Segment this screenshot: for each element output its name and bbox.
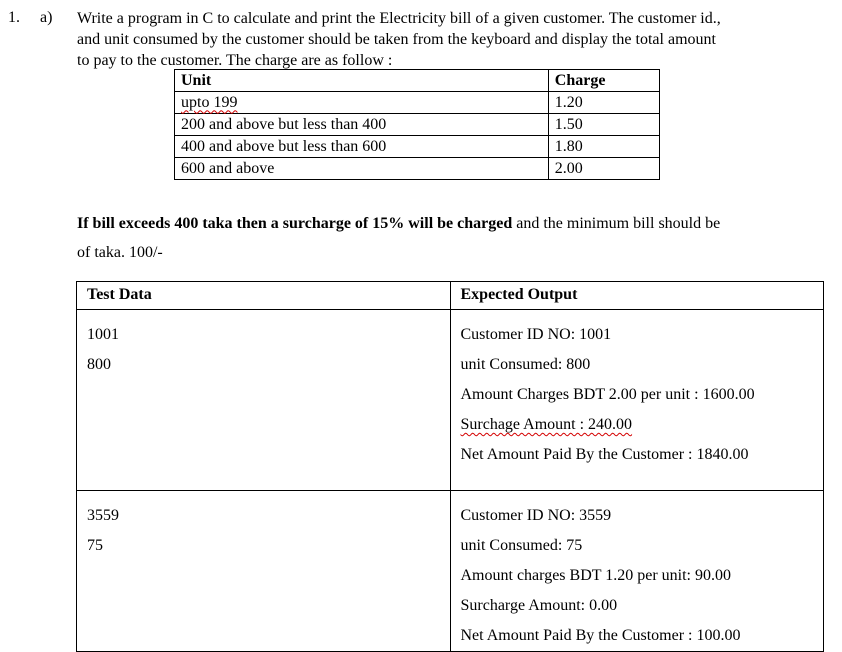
charge-value-cell: 2.00: [548, 158, 659, 180]
charge-table: [174, 69, 660, 180]
intro-line: Write a program in C to calculate and print the Electricity bill of a given customer. The customer id.,: [77, 10, 721, 27]
test-header-expected-output: Expected Output: [450, 282, 824, 310]
test-output-line: Customer ID NO: 1001: [460, 326, 612, 343]
charge-table-row: [175, 158, 660, 180]
test-output-line: unit Consumed: 800: [460, 356, 591, 373]
test-output-line: Amount charges BDT 1.20 per unit: 90.00: [460, 567, 731, 584]
test-output-text: Surchage Amount : 240.00: [460, 416, 633, 433]
test-input-cell: [77, 491, 451, 652]
test-output-line: Customer ID NO: 3559: [460, 507, 612, 524]
charge-value-cell: 1.80: [548, 136, 659, 158]
note-line-1: [77, 209, 827, 238]
charge-table-row: [175, 114, 660, 136]
test-input-cell: [77, 310, 451, 491]
test-output-line: Amount Charges BDT 2.00 per unit : 1600.00: [460, 386, 755, 403]
test-input-line: 3559: [87, 507, 119, 524]
charge-value-cell: 1.50: [548, 114, 659, 136]
note-line-2: of taka. 100/-: [77, 244, 163, 261]
question-intro: [77, 8, 827, 71]
test-output-line: unit Consumed: 75: [460, 537, 583, 554]
charge-header-unit: Unit: [175, 70, 549, 92]
charge-table-row: [175, 136, 660, 158]
intro-line: to pay to the customer. The charge are as follow :: [77, 52, 393, 69]
note-bold-text: If bill exceeds 400 taka then a surcharge of 15% will be charged: [77, 215, 513, 232]
note-normal-text: and the minimum bill should be: [512, 215, 721, 232]
test-data-table: [76, 281, 824, 652]
test-case-row: [77, 491, 824, 652]
charge-unit-cell: [175, 92, 549, 114]
question-number: 1.: [8, 9, 20, 26]
test-input-line: 75: [87, 537, 103, 554]
test-output-line: Net Amount Paid By the Customer : 1840.00: [460, 446, 749, 463]
test-input-line: 800: [87, 356, 111, 373]
charge-unit-cell: 200 and above but less than 400: [175, 114, 549, 136]
test-output-line: Net Amount Paid By the Customer : 100.00: [460, 627, 741, 644]
charge-table-row: [175, 92, 660, 114]
test-case-row: [77, 310, 824, 491]
surcharge-note: [77, 209, 827, 267]
charge-value-cell: 1.20: [548, 92, 659, 114]
charge-table-header-row: [175, 70, 660, 92]
question-part-label: a): [40, 9, 53, 26]
charge-unit-text: upto 199: [181, 93, 238, 111]
test-output-line: [461, 410, 814, 440]
test-output-line: Surcharge Amount: 0.00: [460, 597, 618, 614]
charge-unit-cell: 600 and above: [175, 158, 549, 180]
intro-line: and unit consumed by the customer should be taken from the keyboard and display the total amount: [77, 31, 716, 48]
test-input-line: 1001: [87, 326, 119, 343]
test-output-cell: [450, 310, 824, 491]
charge-unit-cell: 400 and above but less than 600: [175, 136, 549, 158]
test-header-test-data: Test Data: [77, 282, 451, 310]
test-table-header-row: [77, 282, 824, 310]
test-output-cell: [450, 491, 824, 652]
charge-header-charge: Charge: [548, 70, 659, 92]
